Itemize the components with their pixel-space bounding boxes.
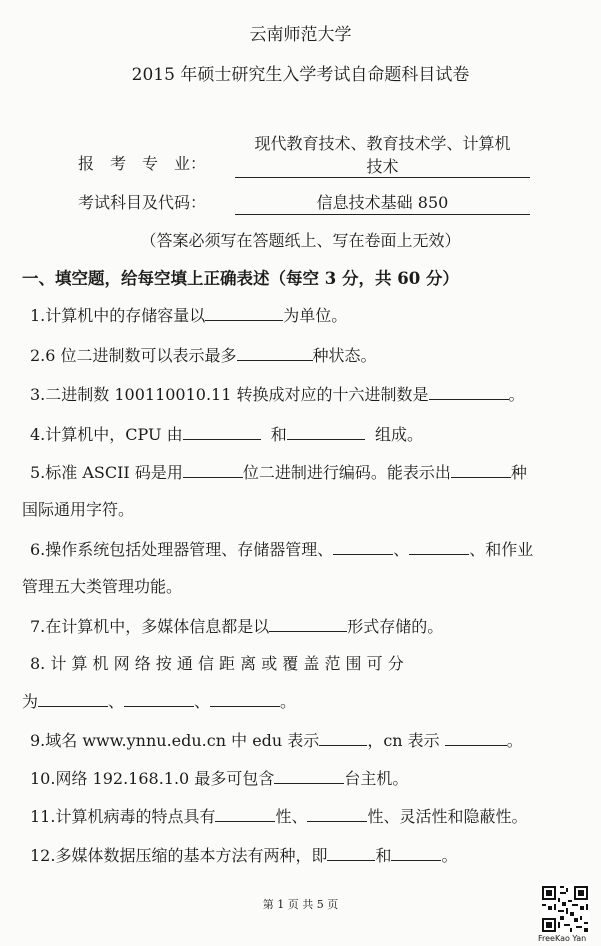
answer-blank[interactable] (237, 345, 313, 361)
question-1 (30, 305, 347, 326)
question-5-cont: 国际通用字符。 (22, 500, 135, 519)
question-3 (30, 384, 525, 405)
q5-text-b: 位二进制进行编码。能表示出 (242, 463, 451, 482)
q8-text-c: 、 (108, 692, 125, 711)
subject-underline (235, 214, 530, 215)
question-11 (30, 806, 527, 827)
answer-blank[interactable] (307, 806, 367, 822)
q9-text-c: 。 (506, 731, 523, 750)
subject-label: 考试科目及代码： (78, 193, 207, 212)
q1-text-a: 1.计算机中的存储容量以 (30, 306, 206, 325)
answer-blank[interactable] (269, 616, 347, 632)
answer-blank[interactable] (38, 691, 108, 707)
q10-text-b: 台主机。 (344, 769, 409, 788)
q7-text-b: 形式存储的。 (347, 617, 444, 636)
answer-blank[interactable] (287, 424, 365, 440)
answer-blank[interactable] (409, 539, 469, 555)
q12-text-c: 。 (441, 846, 458, 865)
major-value-line1: 现代教育技术、教育技术学、计算机 (254, 134, 511, 153)
answer-blank[interactable] (319, 730, 367, 746)
university-title: 云南师范大学 (249, 25, 352, 45)
q11-text-a: 11.计算机病毒的特点具有 (30, 807, 216, 826)
answer-blank[interactable] (429, 384, 509, 400)
answer-blank[interactable] (445, 730, 507, 746)
question-9 (30, 730, 523, 751)
answer-blank[interactable] (391, 845, 441, 861)
q6-text-c: 、和作业 (469, 540, 534, 559)
answer-blank[interactable] (183, 424, 261, 440)
q6-text-b: 、 (393, 540, 410, 559)
qr-code-icon (540, 884, 590, 934)
q7-text-a: 7.在计算机中，多媒体信息都是以 (30, 617, 270, 636)
question-5 (30, 462, 527, 483)
major-label: 报 考 专 业： (78, 154, 207, 173)
q1-text-b: 为单位。 (283, 306, 348, 325)
answer-blank[interactable] (183, 462, 243, 478)
q2-text-b: 种状态。 (312, 346, 377, 365)
q2-text-a: 2.6 位二进制数可以表示最多 (30, 346, 237, 365)
q12-text-a: 12.多媒体数据压缩的基本方法有两种，即 (30, 846, 328, 865)
q11-text-c: 性、灵活性和隐蔽性。 (367, 807, 528, 826)
answer-blank[interactable] (451, 462, 511, 478)
answer-blank[interactable] (327, 845, 375, 861)
q12-text-b: 和 (375, 846, 392, 865)
major-value-line2: 技术 (366, 157, 399, 176)
answer-blank[interactable] (124, 691, 194, 707)
q9-text-b: ，cn 表示 (367, 731, 440, 750)
q4-text-a: 4.计算机中，CPU 由 (30, 425, 183, 444)
q3-text-b: 。 (508, 385, 525, 404)
answer-blank[interactable] (205, 305, 283, 321)
question-8-cont (22, 691, 296, 712)
q5-text-c: 种 (510, 463, 527, 482)
section-title: 一、填空题，给每空填上正确表述（每空 3 分，共 60 分） (22, 269, 459, 288)
q8-text-d: 、 (194, 692, 211, 711)
q9-text-a: 9.域名 www.ynnu.edu.cn 中 edu 表示 (30, 731, 320, 750)
q8-text-b: 为 (22, 692, 39, 711)
q8-text-e: 。 (280, 692, 297, 711)
answer-blank[interactable] (210, 691, 280, 707)
q10-text-a: 10.网络 192.168.1.0 最多可包含 (30, 769, 275, 788)
answer-blank[interactable] (215, 806, 275, 822)
major-underline (235, 177, 530, 178)
question-6-cont: 管理五大类管理功能。 (22, 577, 183, 596)
question-6 (30, 539, 533, 560)
q4-text-c: 组成。 (374, 425, 423, 444)
answer-blank[interactable] (333, 539, 393, 555)
answer-note: （答案必须写在答题纸上、写在卷面上无效） (140, 231, 461, 250)
q11-text-b: 性、 (275, 807, 308, 826)
q3-text-a: 3.二进制数 100110010.11 转换成对应的十六进制数是 (30, 385, 429, 404)
question-4 (30, 424, 423, 445)
watermark-text: FreeKao Yan (538, 934, 587, 943)
question-10 (30, 768, 408, 789)
answer-blank[interactable] (274, 768, 344, 784)
question-7 (30, 616, 443, 637)
exam-title: 2015 年硕士研究生入学考试自命题科目试卷 (131, 65, 470, 85)
page-number: 第 1 页 共 5 页 (262, 898, 339, 911)
subject-value: 信息技术基础 850 (316, 193, 449, 212)
question-2 (30, 345, 377, 366)
q4-text-b: 和 (270, 425, 287, 444)
q5-text-a: 5.标准 ASCII 码是用 (30, 463, 183, 482)
q6-text-a: 6.操作系统包括处理器管理、存储器管理、 (30, 540, 334, 559)
question-8: 8. 计 算 机 网 络 按 通 信 距 离 或 覆 盖 范 围 可 分 (30, 654, 404, 673)
question-12 (30, 845, 457, 866)
